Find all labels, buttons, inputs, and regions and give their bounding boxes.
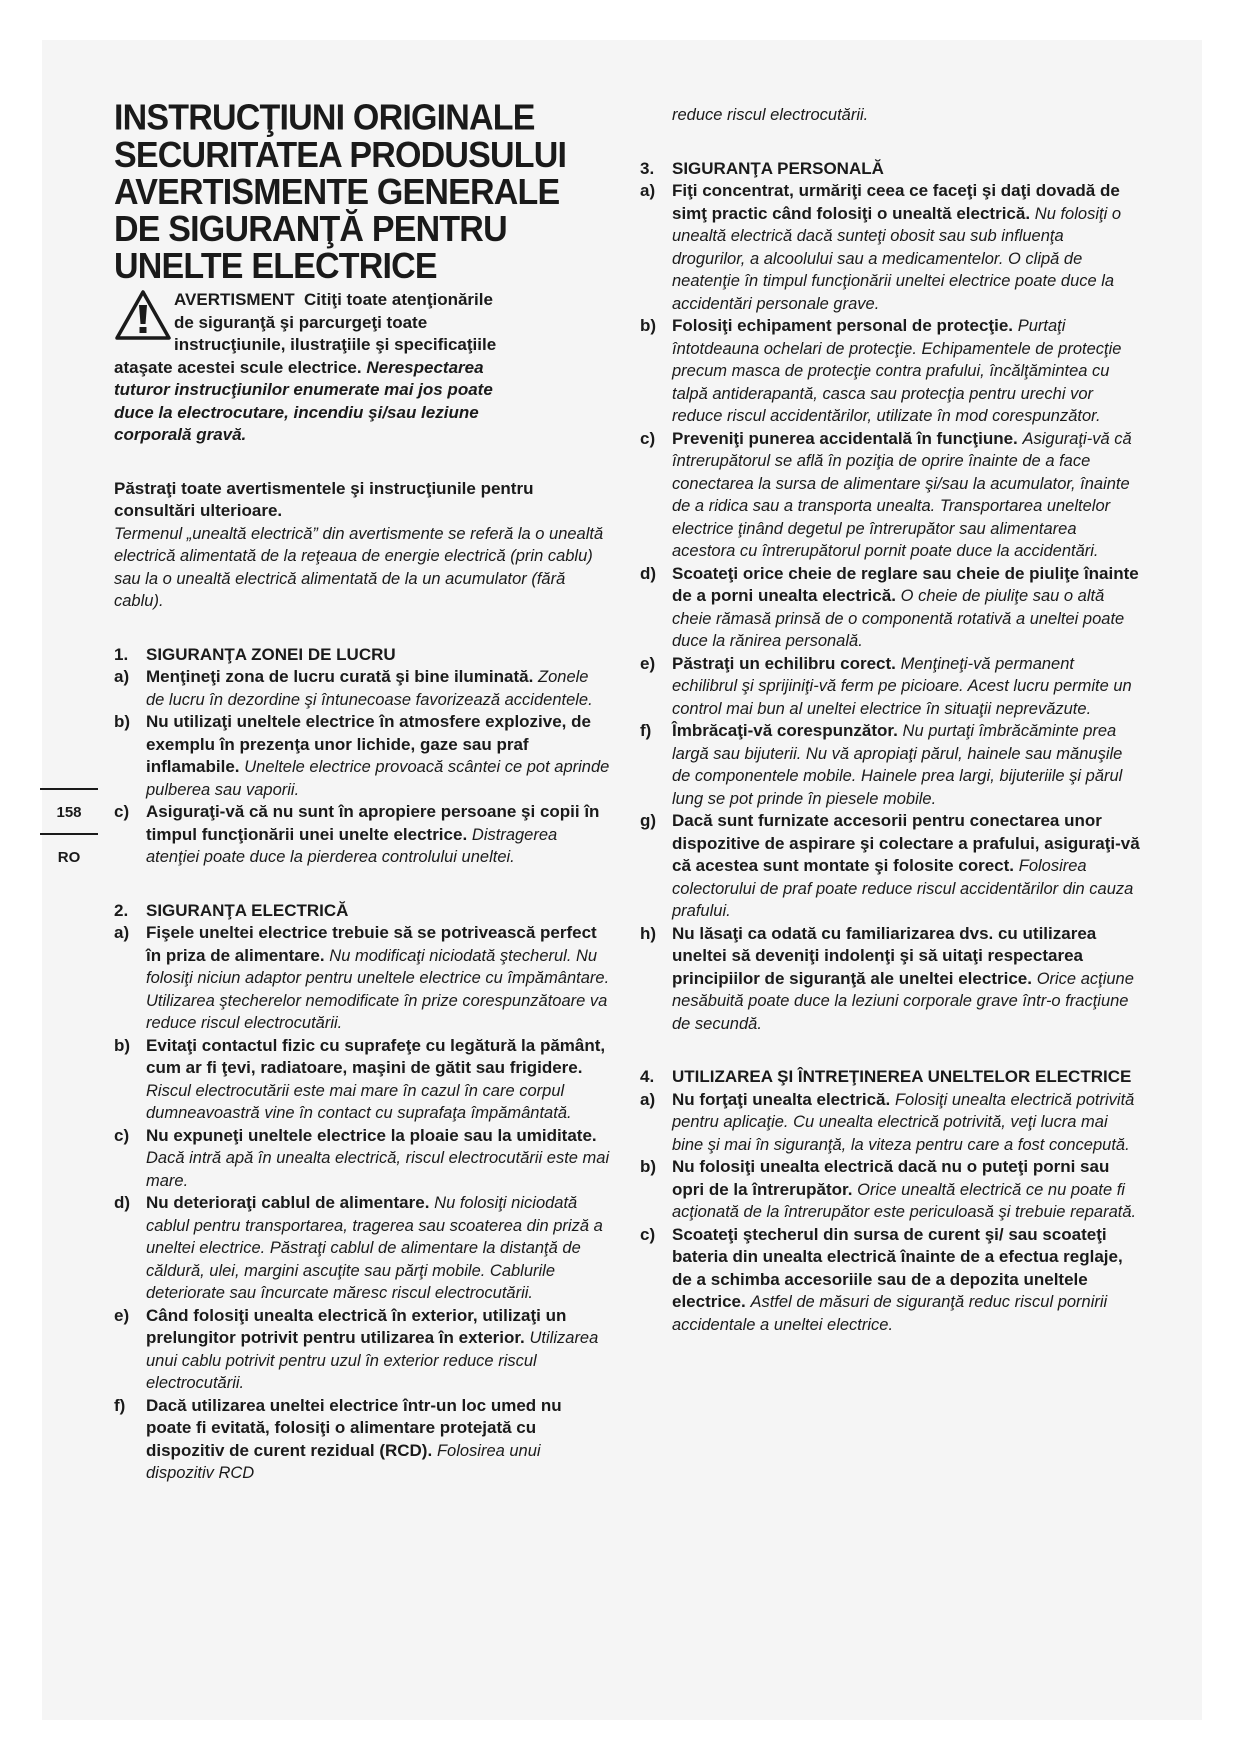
warning-text: Citiţi toate atenţionările bbox=[304, 290, 493, 309]
item-bold: Fişele uneltei electrice trebuie să se potrivească perfect în priza de alimentare. bbox=[146, 923, 597, 965]
item-text: Menţineţi-vă permanent echilibrul şi sprijiniţi-vă ferm pe picioare. Acest lucru permite un control mai bun al uneltei electrice în situaţii neprevăzute. bbox=[672, 654, 1132, 718]
title-line: INSTRUCŢIUNI ORIGINALE bbox=[114, 97, 535, 139]
list-item bbox=[640, 810, 1140, 923]
item-bold: Evitaţi contactul fizic cu suprafeţe cu legătură la pământ, cum ar fi ţevi, radiatoare, maşini de gătit sau frigidere. bbox=[146, 1035, 606, 1077]
list-item bbox=[640, 315, 1140, 428]
warning-block bbox=[114, 289, 610, 447]
list-item bbox=[114, 1035, 610, 1125]
item-label: d) bbox=[114, 1193, 131, 1212]
item-text: Orice unealtă electrică ce nu poate fi acţionată de la întrerupător este periculoasă şi trebuie reparată. bbox=[672, 1180, 1137, 1221]
item-text: Purtaţi întotdeauna ochelari de protecţie. Echipamentele de protecţie precum masca de protecţie contra prafului, încălţămintea cu talpă antiderapantă, casca sau protecţia pentru urechi vor reduce riscul accidentărilor, utilizate în mod corespunzător. bbox=[672, 317, 1122, 425]
list-item bbox=[114, 666, 610, 711]
item-label: e) bbox=[114, 1305, 130, 1325]
section-heading: SIGURANŢA ZONEI DE LUCRU bbox=[146, 644, 396, 664]
section-title bbox=[114, 900, 610, 923]
warning-text-italic: corporală gravă. bbox=[114, 425, 247, 444]
item-label: a) bbox=[114, 667, 130, 686]
item-bold: Menţineţi zona de lucru curată şi bine iluminată. bbox=[146, 667, 534, 686]
item-bold: Scoateţi orice cheie de reglare sau cheie de piuliţe înainte de a porni unealta electrică. bbox=[672, 563, 1139, 605]
keep-instructions-title: Păstraţi toate avertismentele şi instrucţiunile pentru consultări ulterioare. bbox=[114, 478, 534, 520]
item-label: b) bbox=[640, 316, 657, 335]
item-label: f) bbox=[640, 721, 652, 740]
page-title bbox=[114, 97, 610, 287]
item-bold: Dacă sunt furnizate accesorii pentru conectarea unor dispozitive de aspirare şi colectare a prafului, asiguraţi-vă că acestea sunt montate şi folosite corect. bbox=[672, 811, 1140, 875]
list-item bbox=[640, 180, 1140, 315]
item-text: Utilizarea unui cablu potrivit pentru uzul în exterior reduce riscul electrocutării. bbox=[146, 1329, 599, 1392]
item-label: b) bbox=[114, 1035, 131, 1055]
item-text: Dacă intră apă în unealta electrică, riscul electrocutării este mai mare. bbox=[146, 1149, 610, 1190]
item-text: Nu purtaţi îmbrăcăminte prea largă sau bijuterii. Nu vă apropiaţi părul, hainele sau mănuşile de componentele mobile. Hainele prea largi, bijuteriile şi părul lung se pot prinde în piesele mobile. bbox=[672, 722, 1123, 808]
item-label: g) bbox=[640, 811, 657, 830]
item-label: b) bbox=[640, 1157, 657, 1176]
right-column bbox=[640, 104, 1140, 1336]
title-line: DE SIGURANŢĂ PENTRU bbox=[114, 209, 507, 250]
list-item bbox=[114, 1395, 610, 1485]
list-item bbox=[640, 1156, 1140, 1224]
item-text: Folosiţi unealta electrică potrivită pentru aplicaţie. Cu unealta electrică potrivită, veţi lucra mai bine şi mai în siguranţă, la viteza pentru care a fost concepută. bbox=[672, 1090, 1135, 1154]
item-bold: Fiţi concentrat, urmăriţi ceea ce faceţi şi daţi dovadă de simţ practic când folosiţi o unealtă electrică. bbox=[672, 181, 1120, 223]
item-label: b) bbox=[114, 712, 131, 731]
list-item bbox=[114, 801, 610, 869]
section-title bbox=[640, 158, 1140, 181]
item-label: e) bbox=[640, 653, 656, 673]
item-bold: Când folosiţi unealta electrică în exterior, utilizaţi un prelungitor potrivit pentru utilizarea în exterior. bbox=[146, 1305, 567, 1347]
warning-text-italic: duce la electrocutare, incendiu şi/sau leziune bbox=[114, 402, 479, 422]
section-number: 4. bbox=[640, 1067, 655, 1086]
left-column bbox=[114, 97, 610, 1485]
item-text: O cheie de piuliţe sau o altă cheie rămasă prinsă de o componentă rotativă a uneltei poate duce la rănirea personală. bbox=[672, 587, 1125, 650]
item-text: Folosirea colectorului de praf poate reduce riscul accidentărilor din cauza prafului. bbox=[672, 857, 1134, 920]
list-item bbox=[114, 711, 610, 801]
warning-triangle-icon bbox=[114, 289, 172, 341]
item-label: c) bbox=[114, 1125, 130, 1145]
item-label: c) bbox=[640, 1224, 656, 1244]
section-number: 2. bbox=[114, 900, 129, 920]
item-bold: Nu lăsaţi ca odată cu familiarizarea dvs. cu utilizarea uneltei să deveniţi indolenţi şi să uitaţi respectarea principiilor de siguranţă ale uneltei electrice. bbox=[672, 923, 1097, 988]
item-label: a) bbox=[114, 923, 130, 942]
item-bold: Nu deterioraţi cablul de alimentare. bbox=[146, 1193, 430, 1212]
item-text: Asiguraţi-vă că întrerupătorul se află în poziţia de oprire înainte de a face conectarea la sursa de alimentare şi/sau la acumulator, înainte de a ridica sau a transporta unealta. Transportarea uneltelor electrice ţinând degetul pe întrerupător sau alimentarea acestora cu întrerupătorul pornit poate duce la accidentări. bbox=[672, 429, 1132, 560]
section-heading: SIGURANŢA ELECTRICĂ bbox=[146, 900, 349, 920]
title-line: SECURITATEA PRODUSULUI bbox=[114, 134, 567, 176]
title-line: AVERTISMENTE GENERALE bbox=[114, 172, 560, 213]
item-bold: Folosiţi echipament personal de protecţie. bbox=[672, 316, 1014, 335]
list-item bbox=[114, 1192, 610, 1305]
section-number: 3. bbox=[640, 158, 655, 178]
item-text: Astfel de măsuri de siguranţă reduc riscul pornirii accidentale a uneltei electrice. bbox=[672, 1293, 1108, 1334]
list-item bbox=[114, 1305, 610, 1395]
item-text: Zonele de lucru în dezordine şi întunecoase favorizează accidentele. bbox=[146, 668, 593, 709]
item-bold: Asiguraţi-vă că nu sunt în apropiere persoane şi copii în timpul funcţionării unei unelte electrice. bbox=[146, 802, 600, 844]
page-marker bbox=[40, 788, 98, 866]
item-text-continued: reduce riscul electrocutării. bbox=[672, 106, 869, 124]
section-heading: UTILIZAREA ŞI ÎNTREŢINEREA UNELTELOR ELECTRICE bbox=[672, 1067, 1132, 1086]
warning-text-italic: Nerespectarea bbox=[366, 357, 484, 377]
title-line: UNELTE ELECTRICE bbox=[114, 246, 437, 287]
section-number: 1. bbox=[114, 644, 129, 664]
item-bold: Îmbrăcaţi-vă corespunzător. bbox=[672, 721, 898, 740]
list-item bbox=[114, 922, 610, 1035]
list-item bbox=[640, 1224, 1140, 1337]
list-item bbox=[640, 923, 1140, 1036]
item-bold: Nu forţaţi unealta electrică. bbox=[672, 1089, 891, 1109]
section-heading: SIGURANŢA PERSONALĂ bbox=[672, 158, 884, 178]
item-text: Orice acţiune nesăbuită poate duce la leziuni corporale grave într-o fracţiune de secundă. bbox=[672, 969, 1134, 1033]
warning-label: AVERTISMENT bbox=[174, 290, 295, 309]
page-number: 158 bbox=[56, 804, 82, 821]
list-item bbox=[640, 1089, 1140, 1157]
item-bold: Nu utilizaţi uneltele electrice în atmosfere explozive, de exemplu în prezenţa unor lichide, gaze sau praf inflamabile. bbox=[146, 712, 591, 776]
item-text: Folosirea unui dispozitiv RCD bbox=[146, 1441, 541, 1482]
warning-text: instrucţiunile, ilustraţiile şi specificaţiile bbox=[174, 335, 497, 354]
item-label: h) bbox=[640, 923, 657, 943]
list-item bbox=[640, 653, 1140, 721]
item-text: Nu modificaţi niciodată ştecherul. Nu folosiţi niciun adaptor pentru uneltele electrice cu împământare. Utilizarea ştecherelor nemodificate în prize corespunzătoare va reduce riscul electrocutării. bbox=[146, 946, 610, 1032]
item-bold: Preveniţi punerea accidentală în funcţiune. bbox=[672, 428, 1018, 448]
language-code: RO bbox=[57, 849, 81, 866]
list-item bbox=[640, 563, 1140, 653]
section-title bbox=[640, 1066, 1140, 1089]
item-label: f) bbox=[114, 1395, 126, 1415]
item-text: Nu folosiţi niciodată cablul pentru transportarea, tragerea sau scoaterea din priză a uneltei electrice. Păstraţi cablul de alimentare la distanţă de căldură, ulei, margini ascuţite sau părţi mobile. Cablurile deteriorate sau încurcate măresc riscul electrocutării. bbox=[146, 1194, 603, 1302]
item-bold: Păstraţi un echilibru corect. bbox=[672, 653, 896, 673]
item-label: a) bbox=[640, 181, 656, 200]
item-bold: Dacă utilizarea uneltei electrice într-un loc umed nu poate fi evitată, folosiţi o alimentare protejată cu dispozitiv de curent rezidual (RCD). bbox=[146, 1395, 562, 1460]
item-text: Nu folosiţi o unealtă electrică dacă sunteţi obosit sau sub influenţa drogurilor, a alcoolului sau a medicamentelor. O clipă de neatenţie în timpul funcţionării uneltei electrice poate duce la accidentări personale grave. bbox=[672, 204, 1122, 313]
item-label: c) bbox=[640, 428, 656, 448]
list-item bbox=[114, 1125, 610, 1193]
warning-text: de siguranţă şi parcurgeţi toate bbox=[174, 312, 428, 332]
item-text: Riscul electrocutării este mai mare în cazul în care corpul dumneavoastră vine în contact cu suprafaţa împământată. bbox=[146, 1081, 572, 1122]
section-title bbox=[114, 644, 610, 667]
item-text: Distragerea atenţiei poate duce la pierderea controlului uneltei. bbox=[146, 825, 558, 866]
warning-text: ataşate acestei scule electrice. bbox=[114, 357, 362, 377]
item-label: a) bbox=[640, 1089, 656, 1109]
item-bold: Nu expuneţi uneltele electrice la ploaie sau la umiditate. bbox=[146, 1125, 597, 1145]
item-label: c) bbox=[114, 802, 130, 821]
item-text: Uneltele electrice provoacă scântei ce pot aprinde pulberea sau vaporii. bbox=[146, 758, 610, 799]
list-item bbox=[640, 428, 1140, 563]
warning-text-italic: tuturor instrucţiunilor enumerate mai jos poate bbox=[114, 380, 493, 399]
item-label: d) bbox=[640, 563, 657, 583]
item-bold: Scoateţi ştecherul din sursa de curent şi/ sau scoateţi bateria din unealta electrică înainte de a efectua reglaje, de a schimba accesoriile sau de a depozita uneltele electrice. bbox=[672, 1224, 1123, 1311]
list-item bbox=[640, 720, 1140, 810]
keep-instructions-text: Termenul „unealtă electrică” din avertismente se referă la o unealtă electrică alimentată de la reţeaua de energie electrică (prin cablu) sau la o unealtă electrică alimentată de la un acumulator (fără cablu). bbox=[114, 524, 604, 610]
item-bold: Nu folosiţi unealta electrică dacă nu o puteţi porni sau opri de la întrerupător. bbox=[672, 1157, 1110, 1199]
